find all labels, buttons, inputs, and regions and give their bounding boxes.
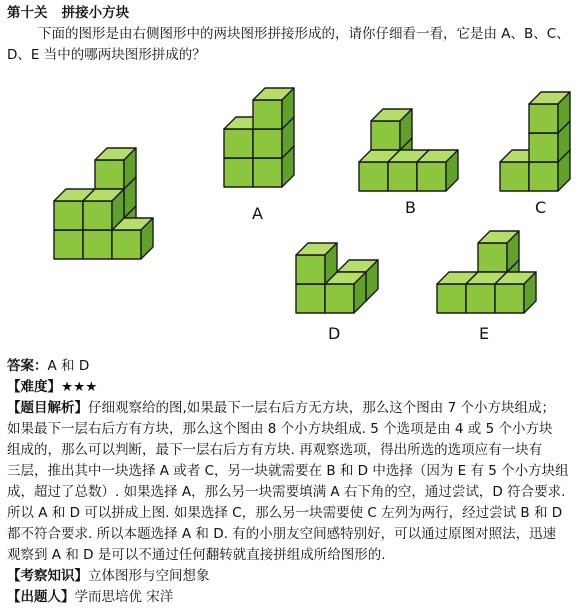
analysis-label: 【题目解析】 [7,400,88,416]
difficulty-label: 【难度】 [7,379,61,395]
question-text-line-1: 下面的图形是由右侧图形中的两块图形拼接形成的，请你仔细看一看，它是由 A、B、C、 [38,26,570,42]
page-title: 拼接小方块 [61,5,130,21]
answer-value: A 和 D [47,358,90,374]
analysis-line-2: 如果最下一层右后方有方块，那么这个图由 8 个小方块组成. 5 个选项是由 4 或 5 个小方块 [7,421,553,437]
option-b-label: B [405,198,416,217]
knowledge-line [7,567,210,585]
difficulty-stars: ★★★ [61,379,98,395]
option-b-figure [359,109,458,191]
option-a-figure [224,88,294,187]
analysis-text: 仔细观察给的图,如果最下一层右后方无方块，那么这个图由 7 个小方块组成； [88,400,555,416]
option-d-label: D [328,324,341,343]
option-e-figure [437,231,536,313]
analysis-line-7: 都不符合要求. 所以本题选择 A 和 D. 有的小朋友空间感特别好，可以通过原图对照法，迅速 [7,526,557,542]
cube [529,92,570,133]
cube [83,189,124,230]
level-label: 第十关 [7,5,48,21]
author-line [7,588,173,606]
author-value: 学而思培优 宋洋 [74,589,174,605]
answer-label: 答案： [7,358,48,374]
answer-line [7,357,89,375]
knowledge-value: 立体图形与空间想象 [88,568,210,584]
analysis-line-3: 组成的，那么可以判断，最下一层右后方有方块. 再观察选项，得出所选的选项应有一块有 [7,442,543,458]
author-label: 【出题人】 [7,589,75,605]
cube [95,148,136,189]
option-a-label: A [252,204,263,223]
analysis-line-1 [7,399,555,417]
analysis-line-6: 所以 A 和 D 可以拼成上图. 如果选择 C，那么另一块需要使 C 左列为两行，经过尝试 B 和 D [7,505,563,521]
target-figure [54,148,153,259]
option-c-label: C [535,198,547,217]
cube [253,88,294,129]
cube [495,272,536,313]
cube [478,231,519,272]
option-e-label: E [479,324,490,343]
analysis-line-4: 三层，推出其中一块选择 A 或者 C，另一块就需要在 B 和 D 中选择（因为 E 有 5 个小方块组 [7,463,569,479]
option-d-figure [296,243,378,313]
cube [371,109,412,150]
question-text-line-2: D、E 当中的哪两块图形拼成的？ [7,47,206,63]
analysis-line-5: 成，超过了总数）. 如果选择 A，那么另一块需要填满 A 右下角的空，通过尝试，D 符合要求. [7,484,566,500]
difficulty-line [7,378,97,396]
option-c-figure [500,92,570,191]
cube [296,243,337,284]
analysis-line-8: 观察到 A 和 D 是可以不通过任何翻转就直接拼组成所给图形的. [7,547,386,563]
knowledge-label: 【考察知识】 [7,568,88,584]
cube [417,150,458,191]
